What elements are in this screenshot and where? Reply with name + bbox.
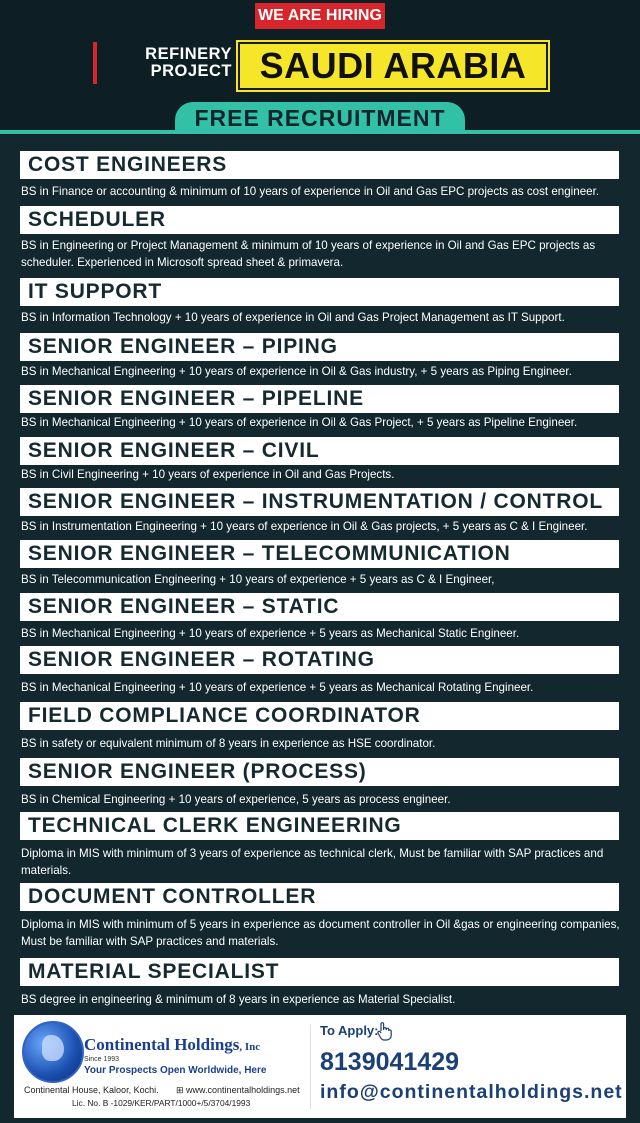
job-title: SCHEDULER <box>20 206 619 234</box>
apply-label: To Apply: <box>320 1023 379 1038</box>
job-description: BS in Civil Engineering + 10 years of experience in Oil and Gas Projects. <box>21 468 395 481</box>
country-banner: SAUDI ARABIA <box>238 42 548 90</box>
job-title: SENIOR ENGINEER – PIPELINE <box>20 385 619 413</box>
job-title: SENIOR ENGINEER – ROTATING <box>20 646 619 674</box>
job-title: SENIOR ENGINEER – PIPING <box>20 333 619 361</box>
job-title: SENIOR ENGINEER (PROCESS) <box>20 758 619 786</box>
company-name-text: Continental Holdings <box>84 1035 240 1054</box>
job-description: BS in Instrumentation Engineering + 10 years of experience in Oil & Gas projects, + 5 years as C & I Engineer. <box>21 520 588 533</box>
free-recruitment-tab: FREE RECRUITMENT <box>175 102 465 134</box>
refinery-accent-bar <box>93 42 97 84</box>
email-address[interactable]: info@continentalholdings.net <box>320 1081 623 1103</box>
job-description: Diploma in MIS with minimum of 3 years of experience as technical clerk, Must be familiar with SAP practices and materials. <box>21 847 604 877</box>
job-description: Diploma in MIS with minimum of 5 years in experience as document controller in Oil &gas or engineering companies, Must be familiar with SAP practices and materials. <box>21 918 620 948</box>
globe-land-shape <box>42 1035 64 1061</box>
tagline: Your Prospects Open Worldwide, Here <box>84 1065 267 1076</box>
address: Continental House, Kaloor, Kochi. <box>24 1085 159 1095</box>
job-description: BS in Information Technology + 10 years of experience in Oil and Gas Project Management as IT Support. <box>21 311 565 324</box>
job-description: BS in Mechanical Engineering + 10 years of experience + 5 years as Mechanical Static Engineer. <box>21 627 520 640</box>
project-label <box>100 46 232 80</box>
job-description: BS in Telecommunication Engineering + 10 years of experience + 5 years as C & I Engineer, <box>21 573 495 586</box>
contact-footer <box>14 1015 626 1118</box>
globe-logo-icon <box>22 1021 84 1083</box>
job-title: IT SUPPORT <box>20 278 619 306</box>
license-number: Lic. No. B -1029/KER/PART/1000+/5/3704/1993 <box>72 1098 251 1108</box>
job-title: SENIOR ENGINEER – STATIC <box>20 593 619 621</box>
job-description: BS in Mechanical Engineering + 10 years of experience in Oil & Gas industry, + 5 years as Piping Engineer. <box>21 365 572 378</box>
job-title: COST ENGINEERS <box>20 151 619 179</box>
job-description: BS degree in engineering & minimum of 8 years in experience as Material Specialist. <box>21 993 456 1006</box>
job-description: BS in Engineering or Project Management & minimum of 10 years of experience in Oil and Gas EPC projects as scheduler. Experienced in Microsoft spread sheet & primavera. <box>21 239 596 269</box>
web-icon: ⊞ <box>176 1085 187 1095</box>
job-title: SENIOR ENGINEER – CIVIL <box>20 437 619 465</box>
job-description: BS in Mechanical Engineering + 10 years of experience + 5 years as Mechanical Rotating Engineer. <box>21 681 534 694</box>
job-title: MATERIAL SPECIALIST <box>20 958 619 986</box>
company-suffix: , Inc <box>239 1041 261 1053</box>
phone-number[interactable]: 8139041429 <box>320 1048 460 1076</box>
job-title: SENIOR ENGINEER – INSTRUMENTATION / CONTROL <box>20 488 619 516</box>
project-line1: REFINERY <box>145 45 232 63</box>
website-text: www.continentalholdings.net <box>186 1085 300 1095</box>
job-title: TECHNICAL CLERK ENGINEERING <box>20 812 619 840</box>
job-description: BS in Chemical Engineering + 10 years of experience, 5 years as process engineer. <box>21 793 451 806</box>
job-description: BS in safety or equivalent minimum of 8 years in experience as HSE coordinator. <box>21 737 436 750</box>
job-description: BS in Finance or accounting & minimum of 10 years of experience in Oil and Gas EPC projects as cost engineer. <box>21 185 600 198</box>
we-are-hiring-badge: WE ARE HIRING <box>255 3 385 29</box>
job-description: BS in Mechanical Engineering + 10 years of experience in Oil & Gas Project, + 5 years as Pipeline Engineer. <box>21 416 578 429</box>
company-name <box>84 1035 260 1055</box>
website-link[interactable] <box>176 1085 300 1096</box>
since-year: Since 1993 <box>84 1056 120 1063</box>
job-title: SENIOR ENGINEER – TELECOMMUNICATION <box>20 540 619 568</box>
project-line2: PROJECT <box>150 62 232 80</box>
job-title: FIELD COMPLIANCE COORDINATOR <box>20 702 619 730</box>
job-title: DOCUMENT CONTROLLER <box>20 883 619 911</box>
footer-divider <box>310 1025 311 1109</box>
teal-divider <box>0 130 640 134</box>
pointing-hand-icon <box>374 1021 394 1041</box>
